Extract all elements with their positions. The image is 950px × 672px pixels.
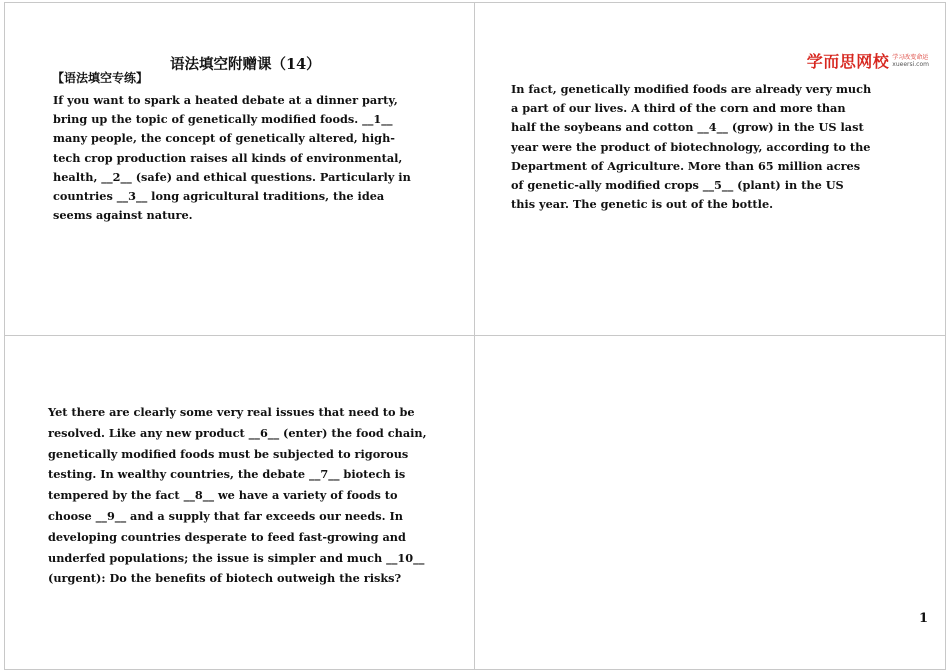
passage-line: health, __2__ (safe) and ethical questions. Particularly in (53, 169, 411, 184)
passage-line: (urgent): Do the benefits of biotech outweigh the risks? (48, 571, 402, 586)
passage-line: this year. The genetic is out of the bottle. (511, 197, 774, 212)
passage-line: countries __3__ long agricultural traditions, the idea (53, 189, 385, 204)
passage-line: underfed populations; the issue is simpler and much __10__ (48, 550, 425, 565)
passage-line: seems against nature. (53, 208, 193, 223)
passage-line: of genetic-ally modified crops __5__ (plant) in the US (511, 178, 844, 193)
passage-line: a part of our lives. A third of the corn and more than (511, 101, 846, 116)
slide-4 (474, 335, 946, 670)
passage-line: year were the product of biotechnology, according to the (511, 139, 871, 154)
passage-line: half the soybeans and cotton __4__ (grow) in the US last (511, 120, 864, 135)
slide-1 (4, 2, 475, 336)
logo-name: 学而思网校 (806, 52, 890, 71)
logo-slogan: 学习改变命运 (892, 53, 929, 61)
slide-2 (474, 2, 946, 336)
brand-logo (807, 49, 929, 72)
page-number: 1 (918, 611, 928, 626)
passage-part-1 (53, 91, 411, 225)
passage-line: developing countries desperate to feed fast-growing and (48, 529, 406, 544)
passage-line: tempered by the fact __8__ we have a variety of foods to (48, 488, 398, 503)
section-subtitle: 【语法填空专练】 (52, 71, 149, 85)
passage-line: genetically modified foods must be subjected to rigorous (48, 446, 409, 461)
logo-side (892, 54, 929, 68)
passage-line: tech crop production raises all kinds of environmental, (53, 150, 403, 165)
passage-part-3 (48, 402, 427, 589)
passage-line: testing. In wealthy countries, the debate __7__ biotech is (48, 467, 406, 482)
passage-line: resolved. Like any new product __6__ (enter) the food chain, (48, 425, 427, 440)
logo-url: xueersi.com (892, 60, 929, 68)
passage-line: If you want to spark a heated debate at a dinner party, (53, 93, 398, 107)
slide-3 (4, 335, 475, 670)
passage-line: Yet there are clearly some very real issues that need to be (48, 405, 415, 419)
passage-line: many people, the concept of genetically altered, high- (53, 131, 395, 146)
passage-line: bring up the topic of genetically modified foods. __1__ (53, 112, 393, 127)
passage-part-2 (511, 80, 871, 214)
passage-line: Department of Agriculture. More than 65 million acres (511, 158, 861, 173)
passage-line: choose __9__ and a supply that far exceeds our needs. In (48, 508, 403, 523)
page-title: 语法填空附赠课（14） (170, 56, 321, 73)
passage-line: In fact, genetically modified foods are already very much (511, 82, 872, 96)
